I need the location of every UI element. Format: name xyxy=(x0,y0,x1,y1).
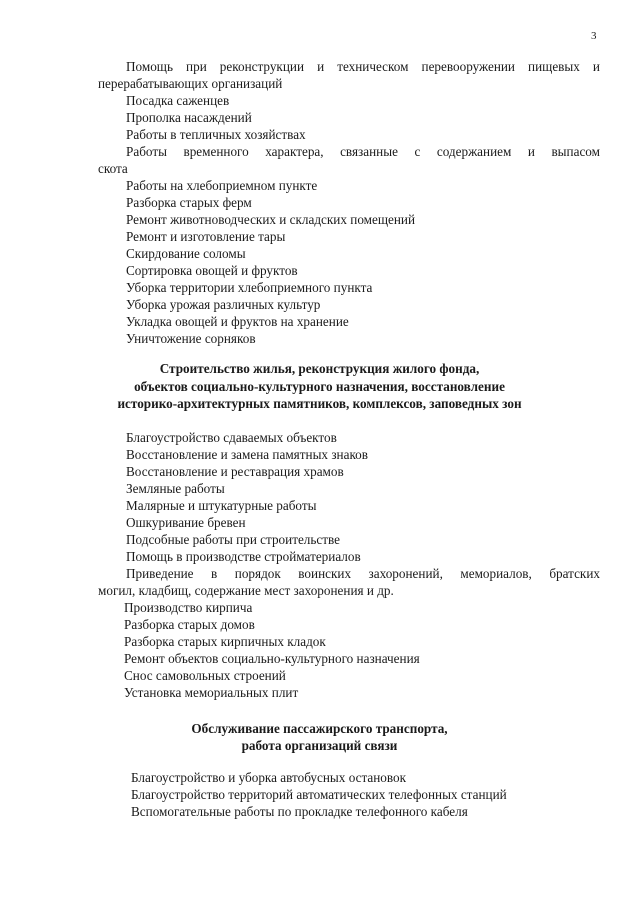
section-heading: историко-архитектурных памятников, комплексов, заповедных зон xyxy=(117,396,522,411)
list-item: Производство кирпича xyxy=(124,600,253,615)
list-item: Уборка урожая различных культур xyxy=(126,297,321,312)
list-item: Сортировка овощей и фруктов xyxy=(126,263,298,278)
page-number: 3 xyxy=(591,30,597,42)
list-item: Разборка старых домов xyxy=(124,617,255,632)
list-item: Работы в тепличных хозяйствах xyxy=(126,127,306,142)
paragraph-line: Работы временного характера, связанные с содержанием и выпасом xyxy=(126,144,600,159)
section-heading: Строительство жилья, реконструкция жилого фонда, xyxy=(159,361,480,376)
list-item: Ошкуривание бревен xyxy=(126,515,246,530)
list-item: Разборка старых ферм xyxy=(126,195,252,210)
paragraph-line: скота xyxy=(98,161,128,176)
paragraph-line: перерабатывающих организаций xyxy=(98,76,283,91)
list-item: Уборка территории хлебоприемного пункта xyxy=(126,280,373,295)
list-item: Благоустройство и уборка автобусных остановок xyxy=(131,770,407,785)
list-item: Посадка саженцев xyxy=(126,93,230,108)
list-item: Уничтожение сорняков xyxy=(126,331,256,346)
list-item: Ремонт объектов социально-культурного назначения xyxy=(124,651,420,666)
list-item: Благоустройство территорий автоматических телефонных станций xyxy=(131,787,507,802)
list-item: Малярные и штукатурные работы xyxy=(126,498,317,513)
section-heading: объектов социально-культурного назначения, восстановление xyxy=(134,379,505,394)
list-item: Благоустройство сдаваемых объектов xyxy=(126,430,337,445)
list-item: Снос самовольных строений xyxy=(124,668,286,683)
section-heading: работа организаций связи xyxy=(241,738,398,753)
list-item: Разборка старых кирпичных кладок xyxy=(124,634,326,649)
list-item: Укладка овощей и фруктов на хранение xyxy=(126,314,349,329)
list-item: Вспомогательные работы по прокладке телефонного кабеля xyxy=(131,804,468,819)
list-item: Установка мемориальных плит xyxy=(124,685,299,700)
list-item: Подсобные работы при строительстве xyxy=(126,532,341,547)
list-item: Восстановление и реставрация храмов xyxy=(126,464,344,479)
paragraph-line: могил, кладбищ, содержание мест захоронения и др. xyxy=(98,583,394,598)
paragraph-line: Приведение в порядок воинских захоронений, мемориалов, братских xyxy=(126,566,600,581)
paragraph-line: Помощь при реконструкции и техническом перевооружении пищевых и xyxy=(126,59,600,74)
section-heading: Обслуживание пассажирского транспорта, xyxy=(191,721,448,736)
list-item: Прополка насаждений xyxy=(126,110,252,125)
list-item: Восстановление и замена памятных знаков xyxy=(126,447,368,462)
list-item: Земляные работы xyxy=(126,481,225,496)
list-item: Помощь в производстве стройматериалов xyxy=(126,549,361,564)
list-item: Ремонт животноводческих и складских помещений xyxy=(126,212,416,227)
list-item: Ремонт и изготовление тары xyxy=(126,229,286,244)
list-item: Скирдование соломы xyxy=(126,246,246,261)
list-item: Работы на хлебоприемном пункте xyxy=(126,178,318,193)
